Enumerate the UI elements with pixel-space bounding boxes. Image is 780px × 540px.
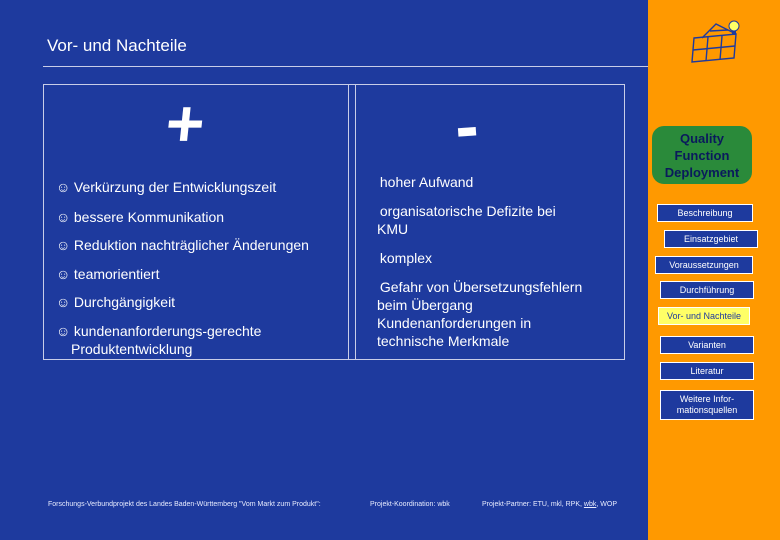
smiley-icon: ☺ — [56, 237, 71, 253]
pro-text: Durchgängigkeit — [73, 294, 176, 310]
con-text-continued: technische Merkmale — [377, 333, 510, 349]
footer-coordination: Projekt-Koordination: wbk — [370, 501, 450, 508]
smiley-icon: ☺ — [56, 209, 71, 225]
footer-partners-link[interactable]: wbk — [583, 501, 597, 508]
pro-item — [56, 208, 224, 226]
pro-item — [56, 322, 261, 358]
con-text: hoher Aufwand — [379, 174, 474, 190]
footer-partners — [482, 501, 617, 508]
con-item — [362, 173, 473, 191]
smiley-icon: ☺ — [56, 266, 71, 282]
pro-text: Verkürzung der Entwicklungszeit — [73, 179, 277, 195]
qfd-badge: Quality Function Deployment — [652, 126, 752, 184]
smiley-icon: ☺ — [56, 179, 71, 195]
nav-beschreibung[interactable]: Beschreibung — [657, 204, 753, 222]
con-item — [362, 278, 582, 350]
con-item — [362, 249, 432, 267]
con-text: organisatorische Defizite bei — [379, 203, 556, 219]
con-text-continued: Kundenanforderungen in — [377, 315, 532, 331]
con-item — [362, 202, 556, 238]
nav-varianten[interactable]: Varianten — [660, 336, 754, 354]
house-of-quality-logo-icon — [690, 16, 748, 64]
nav-voraussetzungen[interactable]: Voraussetzungen — [655, 256, 753, 274]
con-text: Gefahr von Übersetzungsfehlern — [379, 279, 583, 295]
pro-text: kundenanforderungs-gerechte — [73, 323, 262, 339]
title-divider — [43, 66, 648, 67]
pro-text: bessere Kommunikation — [73, 209, 225, 225]
minus-sign: - — [452, 86, 482, 166]
nav-label: Weitere Infor- — [679, 394, 735, 404]
con-text-continued: KMU — [377, 221, 409, 237]
smiley-icon: ☺ — [56, 294, 71, 310]
footer-project: Forschungs-Verbundprojekt des Landes Baden-Württemberg "Vom Markt zum Produkt": — [48, 501, 321, 508]
nav-vor-und-nachteile[interactable]: Vor- und Nachteile — [658, 307, 750, 325]
pro-item — [56, 178, 276, 196]
nav-durchfuehrung[interactable]: Durchführung — [660, 281, 754, 299]
pro-text: Reduktion nachträglicher Änderungen — [73, 237, 309, 253]
con-text: komplex — [379, 250, 433, 266]
pro-item — [56, 293, 175, 311]
footer-partners-suffix: , WOP — [596, 501, 617, 508]
plus-sign: + — [162, 86, 209, 160]
nav-einsatzgebiet[interactable]: Einsatzgebiet — [664, 230, 758, 248]
footer-partners-prefix: Projekt-Partner: ETU, mkl, RPK, — [482, 501, 582, 508]
page-title: Vor- und Nachteile — [47, 36, 187, 55]
pro-item — [56, 236, 309, 254]
nav-label-continued: mationsquellen — [676, 405, 738, 415]
pro-item — [56, 265, 159, 283]
nav-literatur[interactable]: Literatur — [660, 362, 754, 380]
pro-text-continued: Produktentwicklung — [71, 341, 193, 357]
con-text-continued: beim Übergang — [377, 297, 473, 313]
smiley-icon: ☺ — [56, 323, 71, 339]
column-divider — [348, 84, 356, 360]
pro-text: teamorientiert — [73, 266, 160, 282]
nav-weitere-informationsquellen[interactable] — [660, 390, 754, 420]
